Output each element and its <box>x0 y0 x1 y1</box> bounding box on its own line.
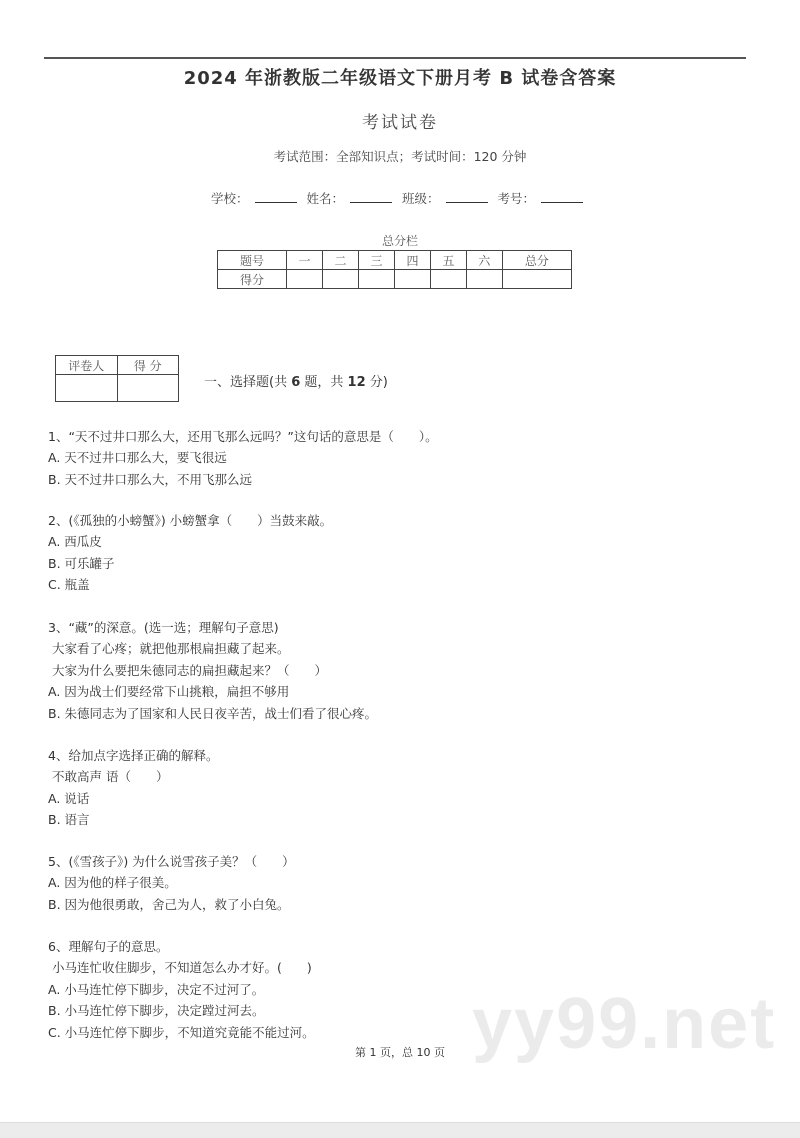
question-context: 不敢高声 语（ ） <box>52 769 169 785</box>
answer-option: A. 西瓜皮 <box>48 534 102 550</box>
answer-option: B. 可乐罐子 <box>48 555 115 571</box>
question-5 <box>48 851 295 915</box>
exam-scope: 考试范围：全部知识点；考试时间：120 分钟 <box>273 149 527 164</box>
cell: 六 <box>466 251 502 270</box>
cell: 得分 <box>218 270 287 289</box>
question-2 <box>48 510 332 596</box>
answer-option: B. 天不过井口那么大，不用飞那么远 <box>48 471 253 487</box>
grader-label: 评卷人 <box>56 356 118 375</box>
answer-option: A. 天不过井口那么大，要飞很远 <box>48 450 227 466</box>
answer-option: A. 说话 <box>48 790 90 806</box>
exam-number-blank <box>541 192 583 203</box>
question-stem: 1、“天不过井口那么大，还用飞那么远吗？”这句话的意思是（ ）。 <box>48 429 438 444</box>
exam-number-label: 考号： <box>497 191 535 206</box>
header-rule <box>44 57 746 59</box>
section-points: 12 <box>347 375 366 390</box>
answer-option: C. 瓶盖 <box>48 577 90 593</box>
answer-option: B. 小马连忙停下脚步，决定蹚过河去。 <box>48 1003 265 1019</box>
section-heading <box>204 371 388 390</box>
school-label: 学校： <box>210 191 249 206</box>
answer-option: A. 因为他的样子很美。 <box>48 875 177 891</box>
cell: 四 <box>394 251 430 270</box>
class-label: 班级： <box>401 191 440 206</box>
question-stem: 3、“藏”的深意。(选一选；理解句子意思) <box>48 620 279 635</box>
question-stem: 6、理解句子的意思。 <box>48 939 169 954</box>
score-table-row <box>218 270 572 289</box>
section-suffix: 分) <box>365 375 388 390</box>
answer-option: B. 因为他很勇敢，舍己为人，救了小白兔。 <box>48 896 290 912</box>
answer-option: B. 语言 <box>48 812 90 828</box>
score-label: 得 分 <box>117 356 179 375</box>
score-table-caption: 总分栏 <box>381 234 418 248</box>
question-context: 小马连忙收住脚步，不知道怎么办才好。( ) <box>52 960 312 976</box>
school-blank <box>255 192 297 203</box>
cell <box>430 270 466 289</box>
section-count: 6 <box>291 375 301 390</box>
question-3 <box>48 617 377 724</box>
cell <box>323 270 359 289</box>
cell: 题号 <box>218 251 287 270</box>
cell: 二 <box>323 251 359 270</box>
cell <box>359 270 395 289</box>
cell <box>502 270 571 289</box>
cell: 五 <box>430 251 466 270</box>
page-subtitle: 考试试卷 <box>362 113 438 133</box>
question-stem: 2、(《孤独的小螃蟹》) 小螃蟹拿（ ）当鼓来敲。 <box>48 513 333 528</box>
question-6 <box>48 936 315 1043</box>
answer-option: A. 因为战士们要经常下山挑粮，扁担不够用 <box>48 684 290 700</box>
grader-table <box>55 355 179 402</box>
watermark: yy99.net <box>472 984 777 1064</box>
score-table <box>217 250 572 289</box>
viewer-bottom-bar <box>0 1122 800 1138</box>
answer-option: A. 小马连忙停下脚步，决定不过河了。 <box>48 981 265 997</box>
section-mid: 题，共 <box>300 375 348 390</box>
cell <box>117 375 179 402</box>
student-info-fields <box>0 189 800 207</box>
question-context: 大家为什么要把朱德同志的扁担藏起来？（ ） <box>52 662 328 678</box>
page-footer: 第 1 页，总 10 页 <box>355 1046 445 1059</box>
cell: 三 <box>359 251 395 270</box>
cell <box>466 270 502 289</box>
question-stem: 5、(《雪孩子》) 为什么说雪孩子美？（ ） <box>48 854 295 869</box>
cell <box>56 375 118 402</box>
score-table-header <box>218 251 572 270</box>
name-label: 姓名： <box>306 191 344 206</box>
question-context: 大家看了心疼；就把他那根扁担藏了起来。 <box>52 641 290 657</box>
name-blank <box>350 192 392 203</box>
cell: 总分 <box>502 251 571 270</box>
question-1 <box>48 426 438 490</box>
cell <box>394 270 430 289</box>
cell <box>287 270 323 289</box>
answer-option: B. 朱德同志为了国家和人民日夜辛苦，战士们看了很心疼。 <box>48 705 378 721</box>
question-stem: 4、给加点字选择正确的解释。 <box>48 748 219 763</box>
cell: 一 <box>287 251 323 270</box>
class-blank <box>446 192 488 203</box>
section-prefix: 一、选择题(共 <box>204 375 292 390</box>
question-4 <box>48 745 218 831</box>
answer-option: C. 小马连忙停下脚步，不知道究竟能不能过河。 <box>48 1024 315 1040</box>
page-title: 2024 年浙教版二年级语文下册月考 B 试卷含答案 <box>183 68 617 89</box>
